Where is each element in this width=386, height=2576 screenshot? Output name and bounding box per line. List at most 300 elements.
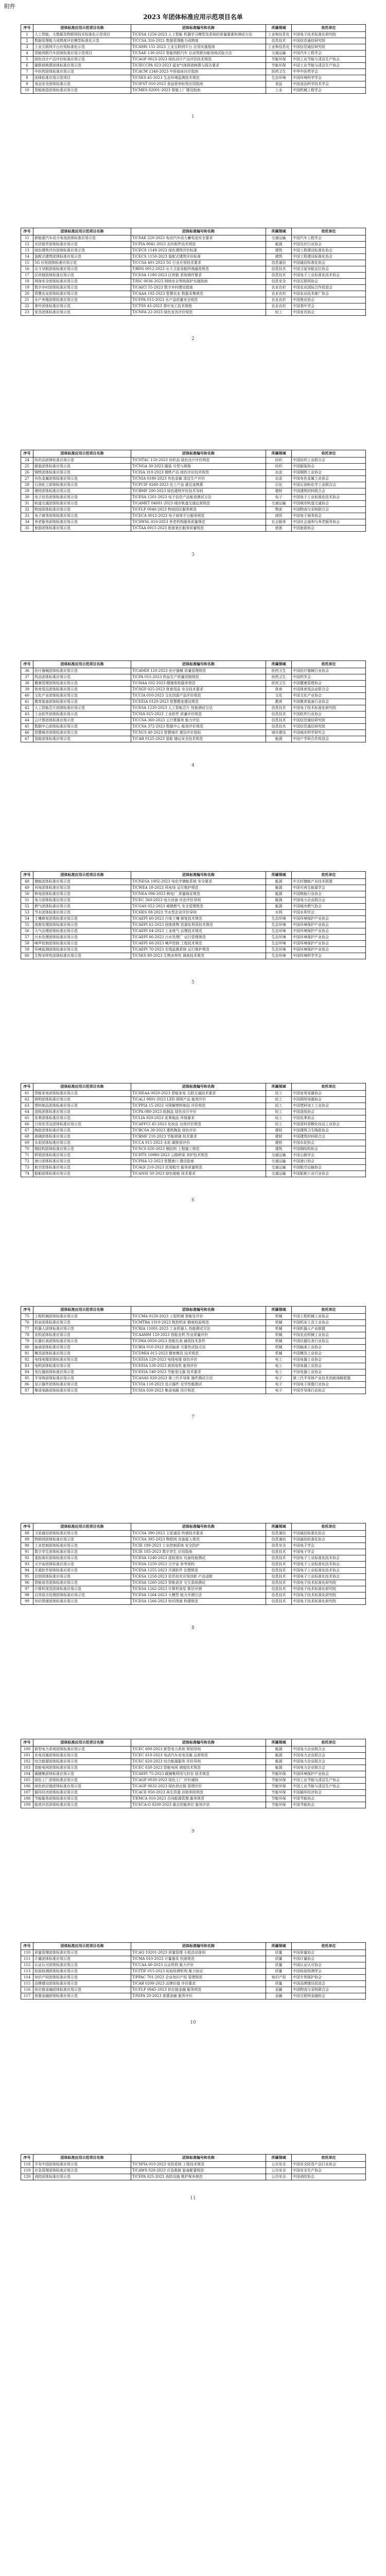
table-row [21, 507, 366, 513]
domain-field: 能源 [266, 1765, 292, 1771]
domain-field: 轻工 [266, 1122, 292, 1128]
page [0, 1739, 386, 1808]
table-row [21, 291, 366, 297]
table-row [21, 248, 366, 254]
table-row [21, 935, 366, 941]
project-name: 人工智能芯片团体标准应用示范 [33, 705, 131, 711]
table-row [21, 464, 366, 470]
page-number: 8 [191, 1625, 195, 1631]
table-row [21, 1549, 366, 1555]
host-organization: 中国城市燃气协会 [292, 904, 366, 910]
standard-code-name: T/CAEPI 64-2023 工业废气 治理技术规范 [131, 928, 266, 935]
project-name: 人工智能、大数据及物联网技术标准化示范项目 [33, 32, 131, 38]
project-name: 半导体团体标准应用示范 [33, 1376, 131, 1382]
table-row [21, 1122, 366, 1128]
standard-code-name: T/CCSA 390-2023 卫星通信 终端技术要求 [131, 1531, 266, 1537]
project-name: 变压器团体标准应用示范 [33, 1369, 131, 1376]
project-name: 装配式建筑团体标准应用示范 [33, 254, 131, 260]
host-organization: 中国社会福利与养老服务协会 [292, 519, 366, 526]
project-name: 区块链团体标准应用示范 [33, 273, 131, 279]
project-name: 轴承团体标准应用示范 [33, 1345, 131, 1351]
table-row [21, 1753, 366, 1759]
standard-code-name: T/NIFA 20-2023 普惠金融 服务评价 [131, 1993, 266, 1999]
project-table [21, 1083, 366, 1177]
domain-field: 农业农村 [266, 297, 292, 303]
project-name: 计量团体标准应用示范 [33, 1956, 131, 1962]
project-name: 固废处理团体标准应用示范 [33, 922, 131, 928]
standard-code-name: T/CFPA 025-2023 消防设施 维护保养规范 [131, 2174, 266, 2180]
project-name: 氢能团体标准应用示范 [33, 736, 131, 742]
table-row [21, 63, 366, 69]
host-organization: 中国塑料加工工业协会 [292, 1103, 366, 1109]
row-number: 101 [21, 1753, 33, 1759]
standard-code-name: T/CAGP 0030-2023 绿色工厂 评价通则 [131, 1777, 266, 1784]
standard-code-name: T/CESA 1180-2023 区块链 系统测评要求 [131, 273, 266, 279]
host-organization: 中国核能行业协会 [292, 891, 366, 897]
host-organization: 中国信息通信研究院 [292, 44, 366, 50]
project-name: 日用化学品团体标准应用示范 [33, 1122, 131, 1128]
standard-code-name: T/CESA 1258-2023 信息技术应用创新 产品适配 [131, 1574, 266, 1580]
standard-code-name: T/CAICI 55-2023 数字乡村建设指南 [131, 285, 266, 291]
table-row [21, 1109, 366, 1115]
project-name: 电子商务团体标准应用示范 [33, 513, 131, 519]
row-number: 54 [21, 916, 33, 922]
table-row [21, 1765, 366, 1771]
table-row [21, 50, 366, 57]
standard-code-name: T/CEC 610-2023 电动汽车充电设施 运营规范 [131, 1753, 266, 1759]
host-organization: 中国模具工业协会 [292, 1351, 366, 1357]
project-table [21, 228, 366, 316]
host-organization: 中国安全防范产品行业协会 [292, 2162, 366, 2168]
row-number: 2 [21, 38, 33, 44]
table-row [21, 1171, 366, 1177]
column-header: 所属领域 [266, 450, 292, 457]
host-organization: 中国卫星导航定位协会 [292, 266, 366, 273]
row-number: 103 [21, 1765, 33, 1771]
project-name: 智能网联汽车团体标准应用示范项目 [33, 50, 131, 57]
table-row [21, 513, 366, 519]
column-header: 所属领域 [266, 1523, 292, 1531]
standard-code-name: T/CVIA 110-2023 显示器件 光学性能测试 [131, 1382, 266, 1388]
table-row [21, 2168, 366, 2174]
domain-field: 石化 [266, 482, 292, 488]
row-number: 9 [21, 81, 33, 88]
standard-code-name: T/CLIA 020-2023 皮革制品 环保要求 [131, 1115, 266, 1122]
project-name: 机器人团体标准应用示范 [33, 1326, 131, 1332]
project-name: 供应链金融团体标准应用示范 [33, 1987, 131, 1993]
project-name: 应急管理团体标准应用示范 [33, 2168, 131, 2174]
column-header: 依托单位 [292, 872, 366, 879]
row-number: 120 [21, 2174, 33, 2180]
standard-code-name: T/CHAA 032-2023 健康体检服务规范 [131, 681, 266, 687]
host-organization: 中国造纸协会 [292, 1109, 366, 1115]
standard-code-name: T/CTAA 0015-2023 旅游景区服务质量规范 [131, 526, 266, 532]
standard-code-name: T/CSES 80-2023 生物多样性 调查技术规范 [131, 953, 266, 959]
row-number: 24 [21, 457, 33, 464]
host-organization: 中国信息通信研究院 [292, 38, 366, 44]
host-organization: 中国物流与采购联合会 [292, 507, 366, 513]
project-name: 元宇宙团体标准应用示范 [33, 1562, 131, 1568]
standard-code-name: T/CESA 1256-2023 人工智能 机器学习模型及系统的质量要素和测试方法 [131, 32, 266, 38]
host-organization: 中国城市轨道交通协会 [292, 501, 366, 507]
domain-field: 农业农村 [266, 291, 292, 297]
project-name: 电线电缆团体标准应用示范 [33, 1357, 131, 1363]
host-organization: 中国电子技术标准化研究院 [292, 1580, 366, 1586]
domain-field: 建筑 [266, 1146, 292, 1153]
project-name: 教育装备团体标准应用示范 [33, 699, 131, 705]
domain-field: 节能环保 [266, 63, 292, 69]
page-number: 6 [191, 1198, 195, 1203]
page-break [0, 94, 386, 228]
standard-code-name: T/CCMA 0150-2023 工程机械 智能化评价 [131, 1314, 266, 1320]
table-row [21, 254, 366, 260]
page [0, 228, 386, 316]
table-row [21, 32, 366, 38]
project-name: 显示器件团体标准应用示范 [33, 1382, 131, 1388]
host-organization: 中国环境保护产业协会 [292, 947, 366, 953]
project-name: 陶瓷团体标准应用示范 [33, 1128, 131, 1134]
project-name: 数字乡村团体标准应用示范 [33, 285, 131, 291]
table-row [21, 235, 366, 242]
standard-code-name: T/CECA 0012-2023 电子商务平台服务规范 [131, 513, 266, 519]
domain-field: 信息技术 [266, 1574, 292, 1580]
host-organization: 中国茶叶学会 [292, 303, 366, 310]
host-organization: 中国建筑材料联合会 [292, 488, 366, 495]
row-number: 84 [21, 1369, 33, 1376]
project-name: 物联网团体标准应用示范 [33, 1537, 131, 1543]
project-name: 中医药团体标准应用示范 [33, 69, 131, 75]
host-organization: 中国家具协会 [292, 310, 366, 316]
project-name: 新型电力系统团体标准应用示范 [33, 1747, 131, 1753]
host-organization: 中国皮革协会 [292, 1115, 366, 1122]
domain-field: 机械 [266, 1314, 292, 1320]
table-row [21, 1962, 366, 1969]
domain-field: 生态环境 [266, 953, 292, 959]
page-number: 5 [191, 980, 195, 985]
project-name: 皮革团体标准应用示范 [33, 1115, 131, 1122]
column-header: 序号 [21, 1943, 33, 1950]
host-organization: 中国电力企业联合会 [292, 1765, 366, 1771]
domain-field: 纺织 [266, 464, 292, 470]
domain-field: 冶金 [266, 476, 292, 482]
standard-code-name: T/CSAE 130-2023 智能网联汽车 自动驾驶功能场地试验方法 [131, 50, 266, 57]
host-organization: 中国电力企业联合会 [292, 1753, 366, 1759]
domain-field: 能源 [266, 736, 292, 742]
column-header: 所属领域 [266, 228, 292, 235]
host-organization: 中国医疗器械行业协会 [292, 668, 366, 674]
row-number: 51 [21, 897, 33, 904]
domain-field: 机械 [266, 1332, 292, 1338]
table-header-row [21, 2155, 366, 2162]
domain-field: 生态环境 [266, 947, 292, 953]
page-break [0, 959, 386, 1083]
standard-code-name: T/CGAS 022-2023 城镇燃气 安全管理规范 [131, 904, 266, 910]
project-name: 药品团体标准应用示范 [33, 674, 131, 681]
standard-code-name: T/CHES 88-2023 节水型企业评价导则 [131, 910, 266, 916]
project-name: 能效评估团体标准应用示范 [33, 1802, 131, 1808]
standard-code-name: T/CPA 015-2023 药品生产质量控制规范 [131, 674, 266, 681]
row-number: 50 [21, 891, 33, 897]
project-name: 桥梁团体标准应用示范 [33, 1153, 131, 1159]
column-header: 依托单位 [292, 661, 366, 668]
row-number: 76 [21, 1320, 33, 1326]
project-name: 综合能源团体标准应用示范 [33, 1759, 131, 1765]
row-number: 63 [21, 1103, 33, 1109]
table-row [21, 1537, 366, 1543]
page-break [0, 2180, 386, 2211]
standard-code-name: T/EMCA 010-2023 合同能源管理 服务规范 [131, 1796, 266, 1802]
row-number: 111 [21, 1956, 33, 1962]
domain-field: 纺织 [266, 457, 292, 464]
row-number: 11 [21, 235, 33, 242]
table-row [21, 1592, 366, 1599]
host-organization: 中国船舶工业行业协会 [292, 1171, 366, 1177]
standard-code-name: T/CECS 1150-2023 装配式建筑评价标准 [131, 254, 266, 260]
row-number: 22 [21, 303, 33, 310]
domain-field: 金融 [266, 1987, 292, 1993]
host-organization: 中国专利保护协会 [292, 1975, 366, 1981]
table-row [21, 1555, 366, 1562]
domain-field: 信息技术 [266, 38, 292, 44]
domain-field: 医药卫生 [266, 668, 292, 674]
column-header: 团体标准编号和名称 [131, 1523, 266, 1531]
column-header: 依托单位 [292, 450, 366, 457]
standard-code-name: T/CAGP 0032-2023 绿色供应链 管理评价 [131, 1784, 266, 1790]
standard-code-name: T/CCSA 401-2023 5G 行业应用技术要求 [131, 260, 266, 266]
table-header-row [21, 661, 366, 668]
row-number: 96 [21, 1580, 33, 1586]
row-number: 61 [21, 1091, 33, 1097]
table-row [21, 1332, 366, 1338]
row-number: 1 [21, 32, 33, 38]
table-header-row [21, 450, 366, 457]
domain-field: 信息通信 [266, 1531, 292, 1537]
row-number: 70 [21, 1146, 33, 1153]
column-header: 团体标准应用示范项目名称 [33, 661, 131, 668]
standard-code-name: T/CACM 1340-2023 中医临床诊疗指南 [131, 69, 266, 75]
host-organization: 中国电子技术标准化研究院 [292, 1592, 366, 1599]
table-row [21, 681, 366, 687]
row-number: 79 [21, 1338, 33, 1345]
table-row [21, 1574, 366, 1580]
table-row [21, 1320, 366, 1326]
standard-code-name: T/CAAMM 120-2023 智能农机 作业质量评价 [131, 1332, 266, 1338]
host-organization: 中国水利学会 [292, 910, 366, 916]
row-number: 58 [21, 941, 33, 947]
project-table [21, 660, 366, 742]
standard-code-name: T/CAEPI 60-2023 污染土壤 修复技术规范 [131, 916, 266, 922]
row-number: 93 [21, 1562, 33, 1568]
table-row [21, 57, 366, 63]
project-name: 航空团体标准应用示范 [33, 1165, 131, 1171]
standard-code-name: T/CAGP 0023-2023 绿色设计产品评价技术规范 [131, 57, 266, 63]
project-table [21, 1523, 366, 1605]
standard-code-name: T/CESA 1201-2023 电子信息产品能效测试方法 [131, 495, 266, 501]
column-header: 团体标准应用示范项目名称 [33, 25, 131, 32]
project-name: 智能制造团体标准应用示范 [33, 88, 131, 94]
host-organization: 中国航空运输协会 [292, 1165, 366, 1171]
project-name: 有色金属团体标准应用示范 [33, 476, 131, 482]
project-name: 消防团体标准应用示范 [33, 2174, 131, 2180]
table-row [21, 1338, 366, 1345]
table-row [21, 1159, 366, 1165]
host-organization: 中国健康管理协会 [292, 681, 366, 687]
column-header: 团体标准编号和名称 [131, 661, 266, 668]
domain-field: 体育 [266, 687, 292, 693]
column-header: 序号 [21, 872, 33, 879]
table-row [21, 1956, 366, 1962]
table-row [21, 922, 366, 928]
table-row [21, 947, 366, 953]
domain-field: 节能环保 [266, 1790, 292, 1796]
host-organization: 中国农业国际合作促进会 [292, 285, 366, 291]
row-number: 110 [21, 1950, 33, 1956]
project-name: 集成电路团体标准应用示范 [33, 1388, 131, 1394]
project-table [21, 1739, 366, 1808]
standard-code-name: T/CIMA 0050-2023 智能仪表 通用技术条件 [131, 1338, 266, 1345]
project-name: 水产养殖团体标准应用示范 [33, 297, 131, 303]
column-header: 团体标准编号和名称 [131, 872, 266, 879]
standard-code-name: T/CCSA 360-2023 云计算服务 能力评估 [131, 718, 266, 724]
project-name: 工业控制团体标准应用示范 [33, 1543, 131, 1549]
standard-code-name: T/CFPA 015-2023 水产品质量安全规范 [131, 297, 266, 303]
page-number: 4 [191, 763, 195, 768]
domain-field: 信息技术 [266, 273, 292, 279]
host-organization: 中国电子商务协会 [292, 513, 366, 519]
domain-field: 信息技术 [266, 1562, 292, 1568]
domain-field: 轻工 [266, 1103, 292, 1109]
row-number: 34 [21, 519, 33, 526]
page [0, 1083, 386, 1177]
standard-code-name: T/CAB 0200-2023 品牌价值 评价要求 [131, 1981, 266, 1987]
domain-field: 公共安全 [266, 2168, 292, 2174]
standard-code-name: T/CHEAA 0020-2023 智能家电 互联互通技术要求 [131, 1091, 266, 1097]
page [0, 1306, 386, 1394]
host-organization: 中国电器工业协会 [292, 1357, 366, 1363]
column-header: 序号 [21, 25, 33, 32]
row-number: 38 [21, 681, 33, 687]
domain-field: 节能环保 [266, 1784, 292, 1790]
host-organization: 中国环境保护产业协会 [292, 941, 366, 947]
project-name: 石油化工团体标准应用示范 [33, 482, 131, 488]
domain-field: 电子 [266, 1376, 292, 1382]
domain-field: 城市建设 [266, 730, 292, 736]
column-header: 团体标准编号和名称 [131, 1307, 266, 1314]
domain-field: 信息技术 [266, 724, 292, 730]
host-organization: 中国消防协会 [292, 2174, 366, 2180]
domain-field: 信息技术 [266, 1580, 292, 1586]
row-number: 56 [21, 928, 33, 935]
domain-field: 能源 [266, 891, 292, 897]
domain-field: 教育 [266, 699, 292, 705]
project-name: 数据管理能力成熟度评估模型标准化示范 [33, 38, 131, 44]
project-name: 智能家电团体标准应用示范 [33, 1091, 131, 1097]
table-row [21, 310, 366, 316]
row-number: 44 [21, 718, 33, 724]
project-name: 旅游团体标准应用示范 [33, 526, 131, 532]
table-row [21, 668, 366, 674]
standard-code-name: T/CNESA 1002-2023 电化学储能系统 安全要求 [131, 879, 266, 885]
row-number: 114 [21, 1975, 33, 1981]
table-row [21, 699, 366, 705]
standard-code-name: T/CSGF 025-2023 体育用品 安全技术要求 [131, 687, 266, 693]
standard-code-name: T/PPAC 701-2023 企业知识产权 管理规范 [131, 1975, 266, 1981]
row-number: 42 [21, 705, 33, 711]
host-organization: 中国农业机械工业协会 [292, 1332, 366, 1338]
standard-code-name: T/CMA 010-2023 计量器具 校准规范 [131, 1956, 266, 1962]
host-organization: 中国产学研合作促进会 [292, 736, 366, 742]
project-name: 船舶团体标准应用示范 [33, 1171, 131, 1177]
row-number: 113 [21, 1969, 33, 1975]
host-organization: 中国环境保护产业协会 [292, 928, 366, 935]
row-number: 81 [21, 1351, 33, 1357]
standard-code-name: T/CCA 015-2023 水泥 碳排放评价 [131, 1140, 266, 1146]
project-name: 核电团体标准应用示范 [33, 891, 131, 897]
host-organization: 中国建筑材料联合会 [292, 1134, 366, 1140]
standard-code-name: T/CESA 1264-2023 大模型 能力评测方法 [131, 1592, 266, 1599]
project-name: 品牌建设团体标准应用示范 [33, 1981, 131, 1987]
host-organization: 中国公路学会 [292, 1153, 366, 1159]
row-number: 32 [21, 507, 33, 513]
row-number: 46 [21, 730, 33, 736]
standard-code-name: T/CNFA 22-2023 绿色家具评价规范 [131, 310, 266, 316]
host-organization: 中国电子工业标准化技术协会 [292, 1574, 366, 1580]
host-organization: 中国环境保护产业协会 [292, 1771, 366, 1777]
domain-field: 轻工 [266, 1097, 292, 1103]
row-number: 85 [21, 1376, 33, 1382]
project-table [21, 1942, 366, 1999]
table-row [21, 69, 366, 75]
domain-field: 信息技术 [266, 1555, 292, 1562]
row-number: 59 [21, 947, 33, 953]
table-row [21, 470, 366, 476]
project-name: 生物多样性团体标准应用示范 [33, 953, 131, 959]
domain-field: 能源 [266, 1753, 292, 1759]
row-number: 40 [21, 693, 33, 699]
column-header: 所属领域 [266, 872, 292, 879]
row-number: 87 [21, 1388, 33, 1394]
table-header-row [21, 1307, 366, 1314]
row-number: 72 [21, 1159, 33, 1165]
domain-field: 信息技术 [266, 705, 292, 711]
host-organization: 中国检验检测学会 [292, 1969, 366, 1975]
page-break [0, 1808, 386, 1942]
row-number: 105 [21, 1777, 33, 1784]
project-name: 自然语言处理团体标准应用示范 [33, 1592, 131, 1599]
standard-code-name: T/CPCIF 0260-2023 化工产品 碳足迹核算 [131, 482, 266, 488]
table-row [21, 1599, 366, 1605]
table-row [21, 705, 366, 711]
table-row [21, 285, 366, 291]
project-name: 智慧城市团体标准应用示范 [33, 730, 131, 736]
host-organization: 中国认证认可协会 [292, 1962, 366, 1969]
row-number: 86 [21, 1382, 33, 1388]
host-organization: 中国质量协会 [292, 1950, 366, 1956]
row-number: 39 [21, 687, 33, 693]
domain-field: 物流 [266, 507, 292, 513]
host-organization: 中国照明电器协会 [292, 1097, 366, 1103]
project-name: 网络安全团体标准应用示范 [33, 279, 131, 285]
domain-field: 建材 [266, 1140, 292, 1146]
domain-field: 食品 [266, 81, 292, 88]
table-row [21, 1128, 366, 1134]
standard-code-name: T/CAMET 04001-2023 城市轨道交通运营规范 [131, 501, 266, 507]
row-number: 4 [21, 50, 33, 57]
row-number: 91 [21, 1549, 33, 1555]
host-organization: 中国电力企业联合会 [292, 897, 366, 904]
domain-field: 机械 [266, 1351, 292, 1357]
table-row [21, 1981, 366, 1987]
